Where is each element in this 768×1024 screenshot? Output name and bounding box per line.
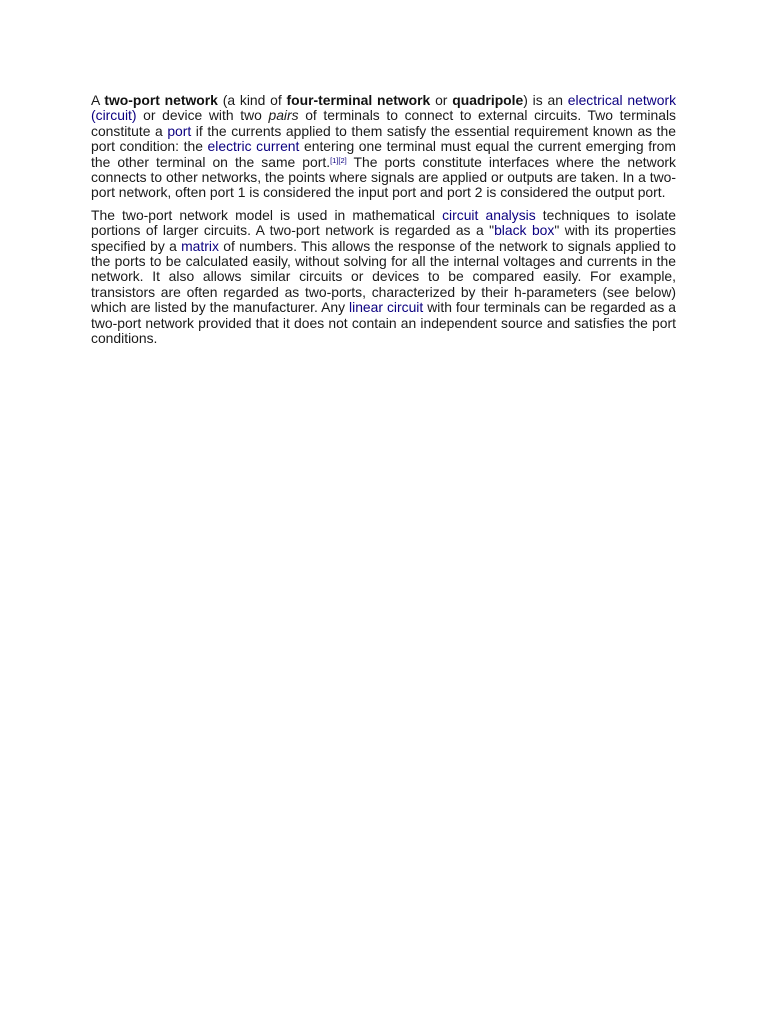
link-electrical-network[interactable]: electrical network: [567, 92, 677, 108]
text-run: The ports constitute interfaces where the network connects to other networks, the points where signals are applied or outputs are taken. In a two-port network, often port 1 is considered the input port and port 2 is considered the output port.: [91, 153, 676, 201]
link-electric-current[interactable]: electric current: [207, 138, 300, 155]
text-run: of numbers. This allows the response of the network to signals applied to the ports to be calculated easily, without solving for all the internal voltages and currents in the network. It also allows similar circuits or devices to be compared easily. For example, transistors are often regarded as two-ports, characterized by their h-parameters (see below) which are listed by the manufacturer. Any: [91, 237, 676, 316]
text-run: (a kind of: [217, 92, 287, 108]
bold-term-four-terminal-network: four-terminal network: [286, 92, 431, 108]
link-linear-circuit[interactable]: linear circuit: [349, 299, 424, 316]
bold-term-quadripole: quadripole: [452, 92, 524, 108]
link-circuit-analysis[interactable]: circuit analysis: [442, 206, 536, 223]
link-circuit[interactable]: (circuit): [91, 107, 137, 124]
link-matrix[interactable]: matrix: [181, 237, 219, 254]
text-run: ) is an: [523, 92, 568, 108]
text-run: The two-port network model is used in mathematical: [91, 206, 443, 223]
text-run: of terminals to connect to external circuits. Two terminals constitute a: [91, 107, 676, 139]
text-run: entering one terminal must equal the current emerging from the other terminal on the same port.: [91, 138, 676, 170]
text-run: or: [430, 92, 453, 108]
citation-2[interactable]: [2]: [338, 155, 347, 165]
link-black-box[interactable]: black box: [494, 222, 555, 239]
link-port[interactable]: port: [167, 122, 192, 139]
text-run: or device with two: [136, 107, 269, 124]
text-run: techniques to isolate portions of larger circuits. A two-port network is regarded as a ": [91, 206, 676, 239]
text-run: " with its properties specified by a: [91, 222, 676, 254]
paragraph-model: [91, 208, 676, 347]
italic-term-pairs: pairs: [268, 107, 299, 124]
text-run: with four terminals can be regarded as a two-port network provided that it does not contain an independent source and satisfies the port conditions.: [91, 299, 676, 347]
paragraph-intro: [91, 93, 676, 201]
text-run: if the currents applied to them satisfy the essential requirement known as the port condition: the: [91, 122, 676, 155]
citation-1[interactable]: [1]: [330, 155, 339, 165]
text-run: A: [91, 92, 105, 108]
bold-term-two-port-network: two-port network: [104, 92, 218, 108]
